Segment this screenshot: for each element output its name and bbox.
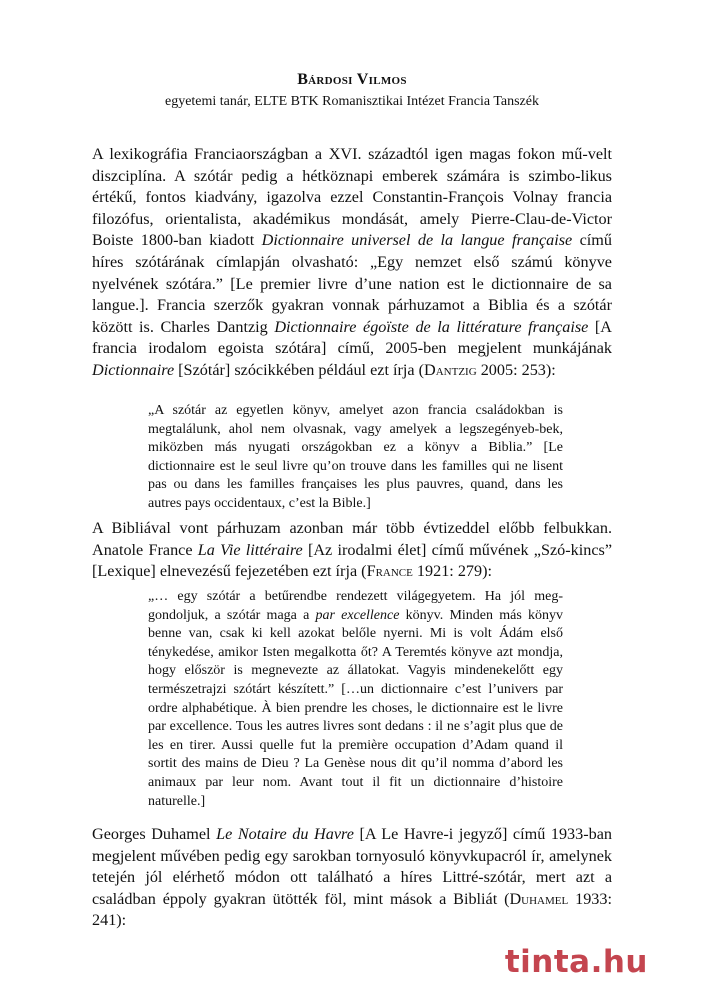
paragraph-france: A Bibliával vont párhuzam azonban már több évtizeddel előbb felbukkan. Anatole France La Vie littéraire [Az irodalmi élet] című művének „Szó-kincs” [Lexique] elnevezésű fejezetében ezt írja (France 1921: 279): — [92, 519, 612, 581]
citation-author: France — [366, 562, 413, 581]
paragraph-intro: A lexikográfia Franciaországban a XVI. századtól igen magas fokon mű-velt diszciplína. A szótár pedig a hétköznapi emberek számára is szimbo-likus értékű, fontos kiadvány, igazolva ezzel Constantin-François Volnay francia filozófus, orientalista, akadémikus mondását, amely Pierre-Clau-de-Victor Boiste 1800-ban kiadott Dictionnaire universel de la langue française című híres szótárának címlapján olvasható: „Egy nemzet első számú könyve nyelvének szótára.” [Le premier livre d’une nation est le dictionnaire de sa langue.]. Francia szerzők gyakran vonnak párhuzamot a Biblia és a szótár között is. Charles Dantzig Dictionnaire égoïste de la littérature française [A francia irodalom egoista szótára] című, 2005-ben megjelent munkájának Dictionnaire [Szótár] szócikkében például ezt írja (Dantzig 2005: 253): — [92, 145, 612, 379]
citation-author: Duhamel — [509, 889, 569, 908]
author-affiliation: egyetemi tanár, ELTE BTK Romanisztikai Intézet Francia Tanszék — [164, 94, 539, 109]
book-title: Le Notaire du Havre — [216, 825, 354, 843]
paragraph-duhamel: Georges Duhamel Le Notaire du Havre [A Le Havre-i jegyző] című 1933-ban megjelent művében pedig egy sarokban tornyosuló könyvkupacról ír, amelynek tetején jól elérhető módon ott található a híres Littré-szótár, mert azt a családban éppoly gyakran ütötték föl, mint mások a Bibliát (Duhamel 1933: 241): — [92, 825, 612, 930]
author-name: Bárdosi Vilmos — [297, 71, 407, 88]
book-title: La Vie littéraire — [197, 540, 303, 559]
book-title: Dictionnaire égoïste de la littérature française — [274, 317, 589, 336]
block-quote-dantzig: „A szótár az egyetlen könyv, amelyet azon francia családokban is megtalálunk, ahol nem olvasnak, vagy amelyek a legszegényeb-bek, miközben más nyugati országokban ez a könyv a Biblia.” [Le dictionnaire est le seul livre qu’on trouve dans les familles qui ne lisent pas ou dans les familles françaises les plus pauvres, quand, dans les autres pays occidentaux, c’est la Bible.] — [148, 403, 563, 511]
book-title: Dictionnaire universel de la langue française — [261, 231, 573, 250]
book-title: Dictionnaire — [92, 360, 175, 379]
watermark-logo: tinta.hu — [504, 944, 648, 980]
block-quote-france: „… egy szótár a betűrendbe rendezett világegyetem. Ha jól meg-gondoljuk, a szótár maga a par excellence könyv. Minden más könyv benne van, csak ki kell azokat belőle nyerni. Mi is volt Ádám első ténykedése, amikor Isten megalkotta őt? A Teremtés könyve azt mondja, hogy először is megnevezte az állatokat. Vagyis mindenekelőtt egy természetrajzi szótárt készített.” […un dictionnaire c’est l’univers par ordre alphabétique. À bien prendre les choses, le dictionnaire est le livre par excellence. Tous les autres livres sont dedans : il ne s’agit plus que de les en tirer. Aussi quelle fut la première occupation d’Adam quand il sortit des mains de Dieu ? La Genèse nous dit qu’il nomma d’abord les animaux par leur nom. Avant tout il fit un dictionnaire d’histoire naturelle.] — [148, 589, 563, 809]
emphasis: par excellence — [315, 607, 400, 623]
citation-author: Dantzig — [424, 360, 477, 379]
